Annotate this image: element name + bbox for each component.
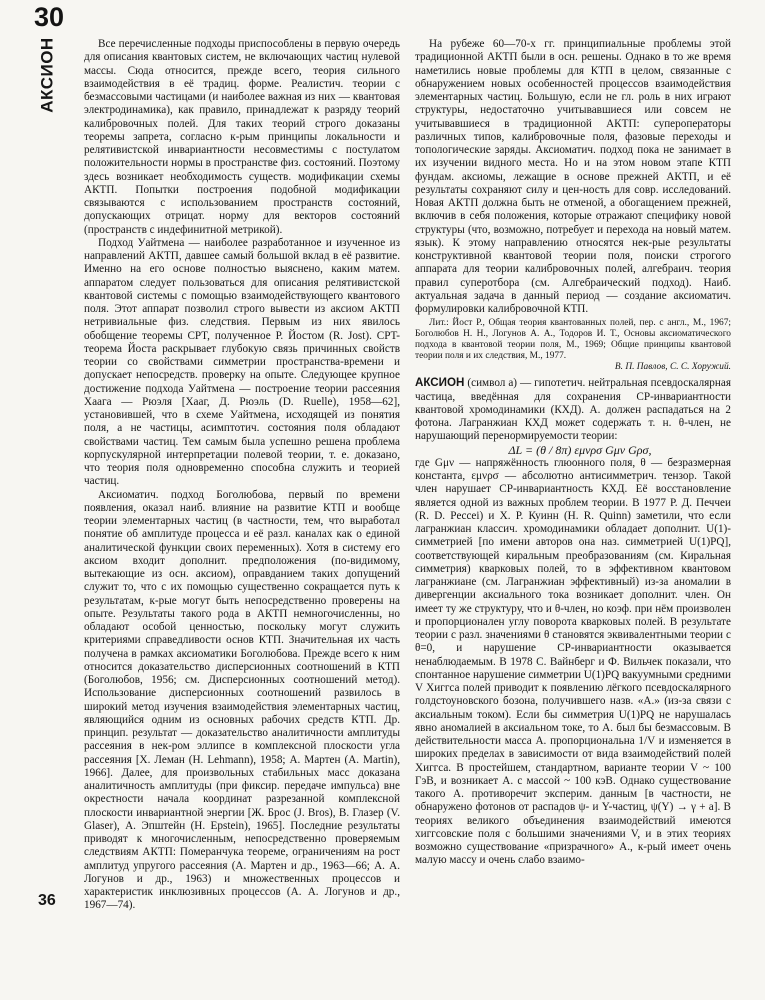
entry-headword: АКСИОН [415,376,465,390]
entry-paragraph [415,376,731,443]
paragraph: Все перечисленные подходы приспособлены в первую очередь для описания квантовых систем, не включающих частиц нулевой массы. Сюда относится, прежде всего, теория сильного взаимодействия в её традиц. форме. Реалистич. теории с безмассовыми частицами (и наиболее важная из них — квантовая электродинамика), как правило, принадлежат к разряду теорий калибровочных полей. Для таких теорий строго доказаны теоремы запрета, согласно к-рым принципы локальности и релятивистской инвариантности несовместимы с постулатом положительности нормы в пространстве физ. состояний. Поэтому здесь возникает необходимость существ. модификации схемы АКТП. Попытки построения подобной модификации связываются с использованием пространств состояний, допускающих отрицат. норму для векторов состояний (пространств с индефинитной метрикой). [84,38,400,236]
paragraph: Подход Уайтмена — наиболее разработанное и изученное из направлений АКТП, давшее самый большой вклад в её развитие. Именно на его основе полностью выяснено, каким матем. аппаратом следует пользоваться для описания релятивистской квантовой системы с помощью взаимодействующего квантового поля. Этот аппарат позволил строго вывести из аксиом АКТП нетривиальные физ. следствия. Первым из них явилось обобщение теоремы CPT, полученное Р. Йостом (R. Jost). CPT-теорема Йоста раскрывает глубокую связь причинных свойств теории со свойствами симметрии пространства-времени и допускает непосредств. проверку на опыте. Следующее крупное достижение подхода Уайтмена — построение теории рассеяния Хаага — Рюэля [Хааг, Д. Рюэль (D. Ruelle), 1958—62], установившей, что в схеме Уайтмена, исходящей из понятия поля, а не частицы, асимптотич. состояния поля обладают свойствами частиц. Тем самым была успешно решена проблема корпускулярной интерпретации полевой теории, т. е. доказано, что теория поля одновременно способна служить и теорией частиц. [84,236,400,488]
entry-text: (символ a) — гипотетич. нейтральная псевдоскалярная частица, введённая для сохранения CP-инвариантности квантовой хромодинамики (КХД). А. должен распадаться на 2 фотона. Лагранжиан КХД может содержать т. н. θ-член, не нарушающий перенормируемости теории: [415,377,731,443]
paragraph: На рубеже 60—70-х гг. принципиальные проблемы этой традиционной АКТП были в осн. решены. Однако в то же время наметились новые проблемы для КТП в целом, связанные с обнаружением новых особенностей процессов взаимодействия элементарных частиц. Большую, если не гл. роль в них играют структуры, недостаточно учитывавшиеся или совсем не учитывавшиеся в традиционной АКТП: супероператоры различных типов, калибровочные поля, фазовые переходы и топологические заряды. Аксиоматич. подход пока не занимает в их изучении видного места. Но и на этом новом этапе КТП фундам. аксиомы, лежащие в основе прежней АКТП, и её результаты сохраняют силу и цен-ность для совр. исследований. Новая АКТП должна быть не отменой, а обогащением прежней, включив в себя положения, которые отражают специфику новой структуры (что, возможно, потребует и перехода на новый матем. язык). К этому направлению относятся нек-рые результаты конструктивной квантовой теории поля, поиски строгого аппарата для теории калибровочных полей, алгебраич. теория правил суперотбора (см. Алгебраический подход). Наиб. актуальная задача в данный период — создание аксиоматич. формулировки калибровочной КТП. [415,38,731,315]
paragraph: Аксиоматич. подход Боголюбова, первый по времени появления, оказал наиб. влияние на развитие КТП и вообще теории элементарных частиц (в частности, тем, что выработал понятие об амплитуде процесса и её разл. каналах как о единой аналитической функции своих переменных). Хотя в систему его аксиом входит дополнит. предположения (по-видимому, вытекающие из осн. аксиом), оправданием таких допущений служит то, что с их помощью существенно сокращается путь к результатам, к-рые могут быть непосредственно проверены на опыте. Результаты такого рода в АКТП немногочисленны, но обладают особой ценностью, поскольку могут служить критериями справедливости основ КТП. Значительная их часть получена в рамках аксиоматики Боголюбова. Прежде всего к ним относится доказательство дисперсионных соотношений в КТП (Боголюбов, 1956; см. Дисперсионных соотношений метод). Использование дисперсионных соотношений развилось в широкий метод изучения взаимодействия элементарных частиц, являющийся одним из основных рабочих средств КТП. Др. принцип. результат — доказательство аналитичности амплитуды рассеяния в нек-ром эллипсе в комплексной плоскости угла рассеяния [Х. Леман (H. Lehmann), 1958; А. Мартен (A. Martin), 1966]. Далее, для произвольных стабильных масс доказана аналитичность амплитуды (при фиксир. передаче импульса) вне окрестности начала координат разрезанной комплексной плоскости инвариантной энергии [Ж. Брос (J. Bros), В. Глазер (V. Glaser), А. Эпштейн (H. Epstein), 1965]. Последние результаты приводят к многочисленным, непосредственно проверяемым следствиям АКТП: Померанчука теореме, ограничениям на рост амплитуд упругого рассеяния (А. Мартен и др., 1963—66; А. А. Логунов и др., 1963) и множественных процессов и характеристик инклюзивных процессов (А. А. Логунов и др., 1967—74). [84,488,400,912]
left-column [84,38,400,998]
running-head-text: АКСИОН [38,37,57,113]
formula: ΔL = (θ / 8π) εμνρσ Gμν Gρσ, [508,442,652,457]
running-head [20,37,76,113]
page-number: 30 [34,2,65,32]
volume-marker: 36 [38,892,56,909]
author-signature: В. П. Павлов, С. С. Хоружий. [614,362,731,373]
right-column [415,38,731,998]
literature-references: Лит.: Йост Р., Общая теория квантованных полей, пер. с англ., М., 1967; Боголюбов Н. Н., Логунов А. А., Тодоров И. Т., Основы аксиоматического подхода в квантовой теории поля, М., 1969; Общие принципы квантовой теории поля и их следствия, М., 1977. [415,318,731,362]
paragraph: где Gμν — напряжённость глюонного поля, θ — безразмерная константа, εμνρσ — абсолютно антисимметрич. тензор. Такой член нарушает CP-инвариантность КХД. Её восстановление является одной из важных проблем теории. В 1977 Р. Д. Печчеи (R. D. Peccei) и Х. Р. Куинн (H. R. Quinn) заметили, что если лагранжиан классич. хромодинамики обладает дополнит. U(1)-симметрией [по имени авторов она наз. симметрией U(1)PQ], соответствующей киральным преобразованиям (см. Киральная симметрия) кварковых полей, то в эффективном квантовом лагранжиане (см. Лагранжиан эффективный) из-за аномалии в дивергенции аксиального тока возникает дополнит. член. Он имеет ту же структуру, что и θ-член, но коэф. при нём произволен и пропорционален углу поворота кварковых полей. В результате теории с разл. значениями θ становятся эквивалентными теории с θ=0, и нарушение CP-инвариантности оказывается ненаблюдаемым. В 1978 С. Вайнберг и Ф. Вильчек показали, что спонтанное нарушение симметрии U(1)PQ вакуумными средними V Хиггса полей приводит к появлению лёгкого псевдоскалярного голдстоуновского бозона, получившего назв. «А.» (из-за связи с аксиальным током). Если бы симметрия U(1)PQ не нарушалась явно аномалией в аксиальном токе, то А. был бы безмассовым. В действительности масса А. пропорциональна 1/V и изменяется в широких пределах в зависимости от вида взаимодействий полей Хиггса. В простейшем, стандартном, варианте теории V ~ 100 ГэВ, и возникает А. с массой ~ 100 кэВ. Однако существование такого А. противоречит эксперим. данным [в частности, не обнаружено фотонов от распадов ψ- и Υ-частиц, ψ(Υ) → γ + a]. В теориях великого объединения взаимодействий имеются хиггсовские поля с большими значениями V, и в этих теориях возможно существование «призрачного» А., к-рый имеет очень малую массу и очень слабо взаимо- [415,456,731,867]
